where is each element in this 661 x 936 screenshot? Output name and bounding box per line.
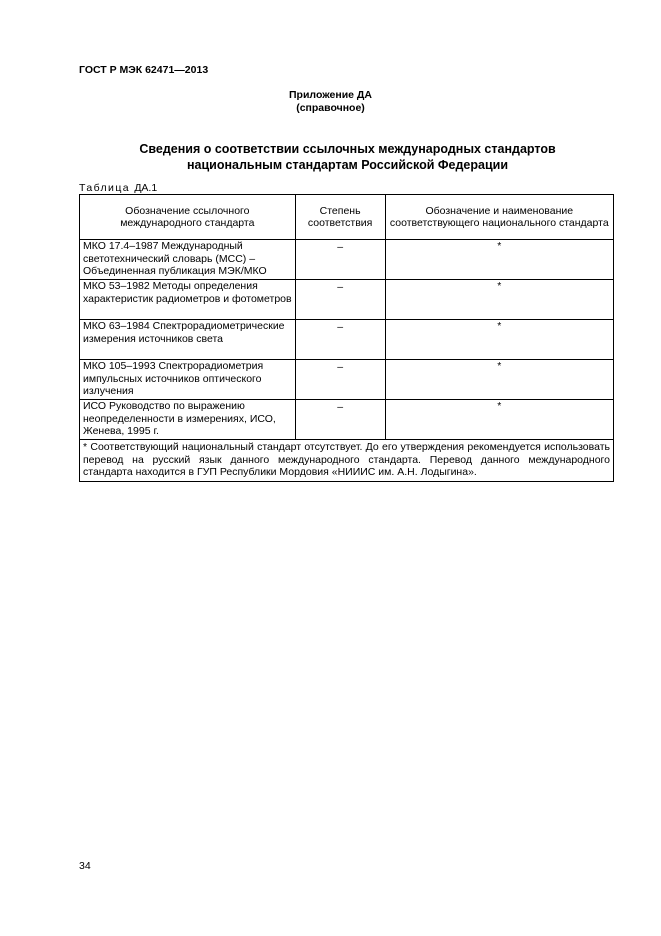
cell-degree: – bbox=[295, 280, 385, 320]
cell-national: * bbox=[385, 280, 613, 320]
cell-national: * bbox=[385, 360, 613, 400]
section-title-line1: Сведения о соответствии ссылочных международных стандартов bbox=[139, 142, 556, 156]
cell-degree: – bbox=[295, 320, 385, 360]
table-caption bbox=[79, 182, 157, 194]
cell-national: * bbox=[385, 320, 613, 360]
table-caption-number: ДА.1 bbox=[134, 182, 158, 194]
header-reference-standard: Обозначение ссылочного международного стандарта bbox=[80, 195, 296, 240]
table-row bbox=[80, 360, 614, 400]
standards-table bbox=[79, 194, 614, 482]
table-header-row bbox=[80, 195, 614, 240]
table-footnote: * Соответствующий национальный стандарт отсутствует. До его утверждения рекомендуется использовать перевод на русский язык данного международного стандарта. Перевод данного международного стандарта находится в ГУП Республики Мордовия «НИИИС им. А.Н. Лодыгина». bbox=[80, 440, 614, 482]
appendix-heading bbox=[0, 89, 661, 115]
appendix-subtitle: (справочное) bbox=[296, 102, 365, 114]
cell-reference: МКО 105–1993 Спектрорадиометрия импульсных источников оптического излучения bbox=[80, 360, 296, 400]
cell-degree: – bbox=[295, 240, 385, 280]
cell-national: * bbox=[385, 400, 613, 440]
header-degree: Степень соответствия bbox=[295, 195, 385, 240]
table-row bbox=[80, 280, 614, 320]
cell-reference: ИСО Руководство по выражению неопределенности в измерениях, ИСО, Женева, 1995 г. bbox=[80, 400, 296, 440]
cell-degree: – bbox=[295, 360, 385, 400]
table-row bbox=[80, 400, 614, 440]
table-caption-word: Таблица bbox=[79, 182, 130, 194]
table-row bbox=[80, 320, 614, 360]
cell-reference: МКО 17.4–1987 Международный светотехнический словарь (МСС) – Объединенная публикация МЭК/МКО bbox=[80, 240, 296, 280]
page-number: 34 bbox=[79, 860, 91, 872]
section-title bbox=[0, 141, 661, 173]
table-footnote-row bbox=[80, 440, 614, 482]
table-row bbox=[80, 240, 614, 280]
cell-degree: – bbox=[295, 400, 385, 440]
section-title-line2: национальным стандартам Российской Федерации bbox=[186, 158, 509, 172]
document-code: ГОСТ Р МЭК 62471—2013 bbox=[79, 64, 209, 76]
cell-national: * bbox=[385, 240, 613, 280]
appendix-title: Приложение ДА bbox=[289, 89, 372, 101]
cell-reference: МКО 63–1984 Спектрорадиометрические измерения источников света bbox=[80, 320, 296, 360]
cell-reference: МКО 53–1982 Методы определения характеристик радиометров и фотометров bbox=[80, 280, 296, 320]
header-national-standard: Обозначение и наименование соответствующего национального стандарта bbox=[385, 195, 613, 240]
